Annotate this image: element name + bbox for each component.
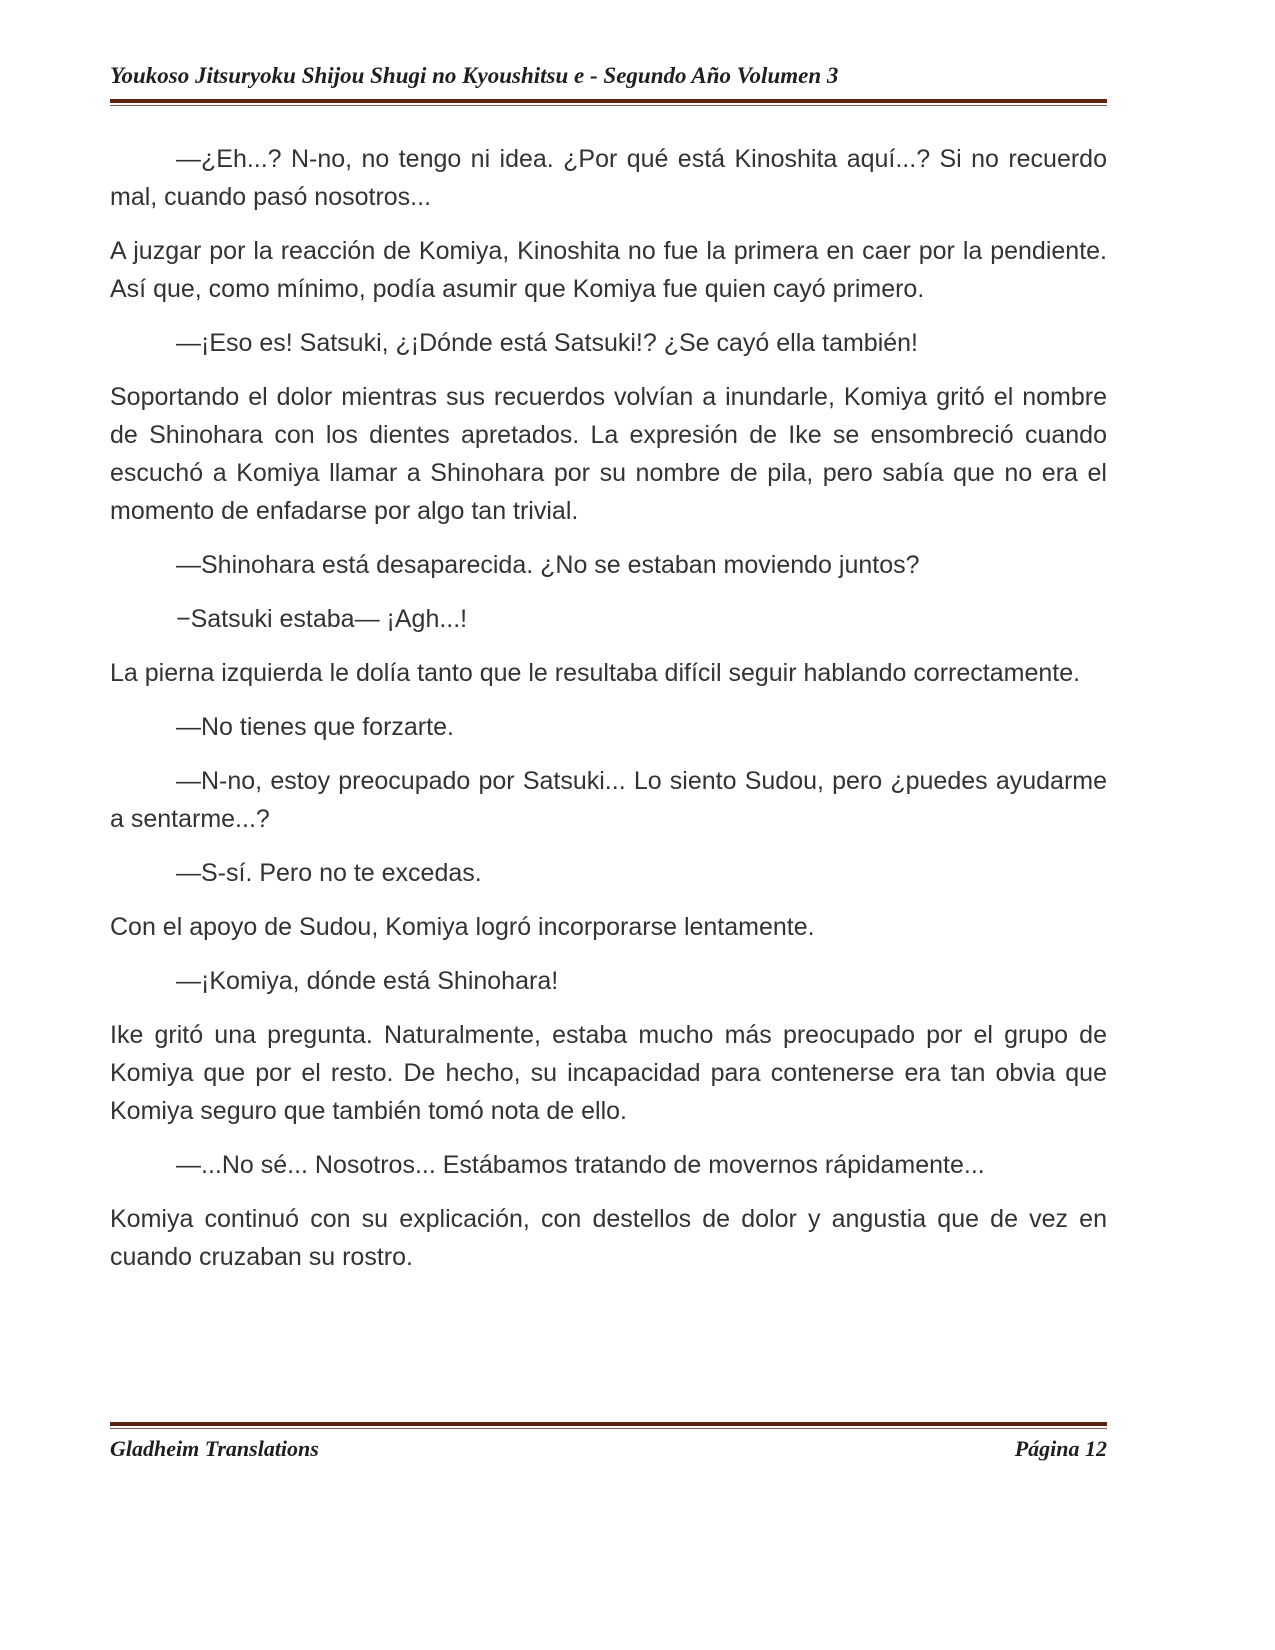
body-paragraphs	[110, 140, 1107, 1292]
narration-paragraph: Soportando el dolor mientras sus recuerdos volvían a inundarle, Komiya gritó el nombre de Shinohara con los dientes apretados. La expresión de Ike se ensombreció cuando escuchó a Komiya llamar a Shinohara por su nombre de pila, pero sabía que no era el momento de enfadarse por algo tan trivial.	[110, 383, 1107, 525]
page-header	[110, 62, 1107, 106]
dialogue-paragraph: —N-no, estoy preocupado por Satsuki... Lo siento Sudou, pero ¿puedes ayudarme a sentarme...?	[110, 767, 1107, 833]
dialogue-paragraph: —No tienes que forzarte.	[176, 713, 454, 741]
header-rule-thin	[110, 105, 1107, 106]
dialogue-paragraph: —¡Komiya, dónde está Shinohara!	[176, 967, 559, 995]
header-title: Youkoso Jitsuryoku Shijou Shugi no Kyoushitsu e - Segundo Año Volumen 3	[110, 63, 839, 88]
narration-paragraph: La pierna izquierda le dolía tanto que le resultaba difícil seguir hablando correctamente.	[110, 659, 1081, 687]
narration-paragraph: Komiya continuó con su explicación, con destellos de dolor y angustia que de vez en cuando cruzaban su rostro.	[110, 1205, 1107, 1271]
footer-page-number: Página 12	[1014, 1436, 1107, 1461]
narration-paragraph: A juzgar por la reacción de Komiya, Kinoshita no fue la primera en caer por la pendiente. Así que, como mínimo, podía asumir que Komiya fue quien cayó primero.	[110, 237, 1107, 303]
footer-rule-thin	[110, 1428, 1107, 1429]
page-footer	[110, 1422, 1107, 1462]
dialogue-paragraph: —¡Eso es! Satsuki, ¿¡Dónde está Satsuki!? ¿Se cayó ella también!	[176, 329, 919, 357]
dialogue-paragraph: —Shinohara está desaparecida. ¿No se estaban moviendo juntos?	[176, 551, 920, 579]
dialogue-paragraph: —¿Eh...? N-no, no tengo ni idea. ¿Por qué está Kinoshita aquí...? Si no recuerdo mal, cuando pasó nosotros...	[110, 145, 1107, 211]
dialogue-paragraph: —S-sí. Pero no te excedas.	[176, 859, 482, 887]
narration-paragraph: Con el apoyo de Sudou, Komiya logró incorporarse lentamente.	[110, 913, 815, 941]
footer-translator: Gladheim Translations	[110, 1436, 319, 1461]
narration-paragraph: Ike gritó una pregunta. Naturalmente, estaba mucho más preocupado por el grupo de Komiya que por el resto. De hecho, su incapacidad para contenerse era tan obvia que Komiya seguro que también tomó nota de ello.	[110, 1021, 1107, 1125]
dialogue-paragraph: —...No sé... Nosotros... Estábamos tratando de movernos rápidamente...	[176, 1151, 985, 1179]
dialogue-paragraph: −Satsuki estaba― ¡Agh...!	[176, 605, 468, 633]
